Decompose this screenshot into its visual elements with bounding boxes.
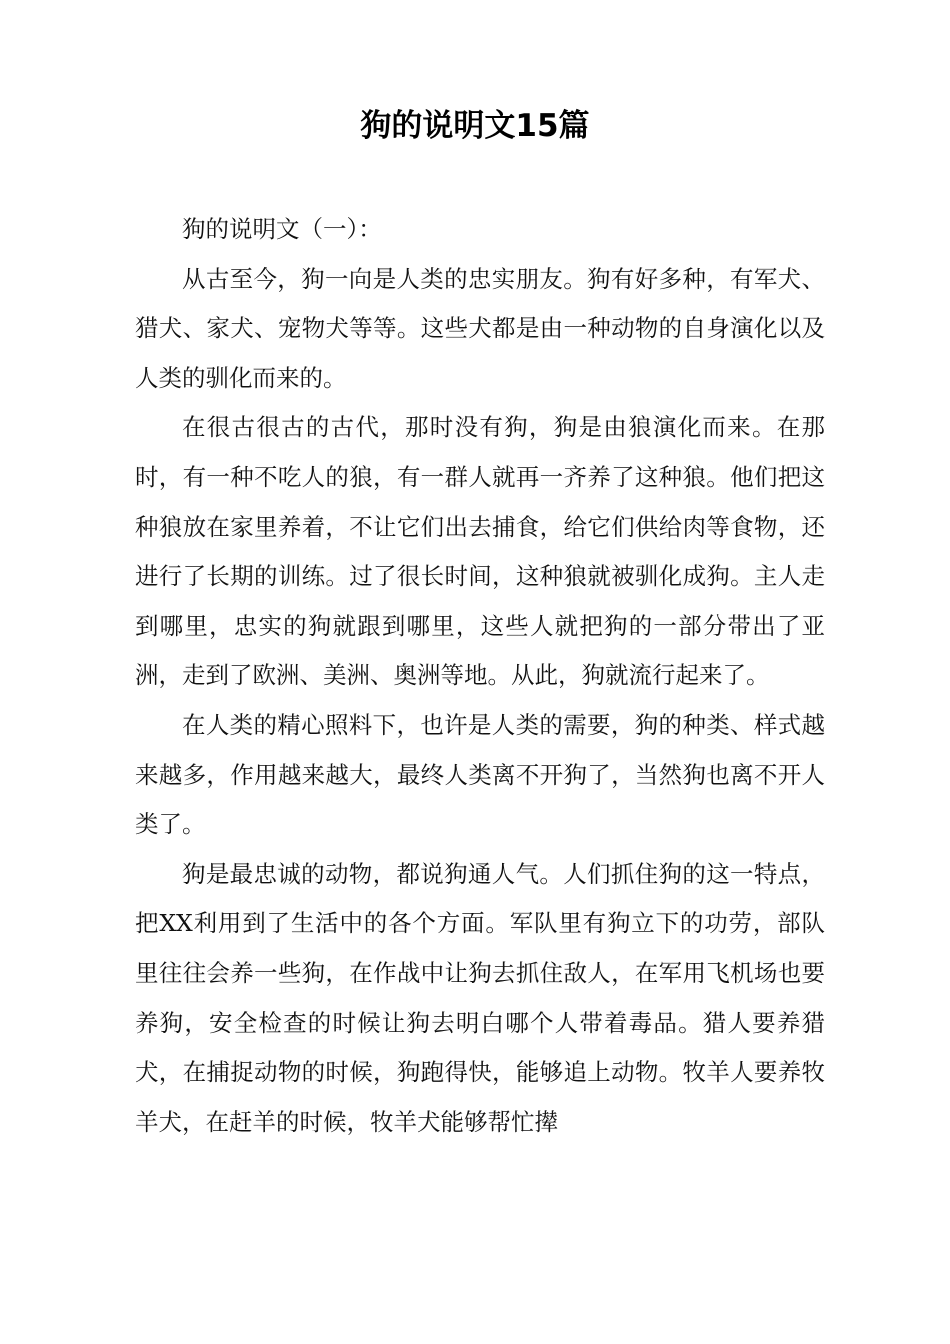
page-title: 狗的说明文15篇 bbox=[360, 108, 590, 144]
paragraph: 在人类的精心照料下，也许是人类的需要，狗的种类、样式越来越多，作用越来越大，最终人类离不开狗了，当然狗也离不开人类了。 bbox=[135, 710, 825, 839]
paragraph: 狗是最忠诚的动物，都说狗通人气。人们抓住狗的这一特点，把XX利用到了生活中的各个方面。军队里有狗立下的功劳，部队里往往会养一些狗，在作战中让狗去抓住敌人，在军用飞机场也要养狗，安全检查的时候让狗去明白哪个人带着毒品。猎人要养猎犬，在捕捉动物的时候，狗跑得快，能够追上动物。牧羊人要养牧羊犬，在赶羊的时候，牧羊犬能够帮忙撵 bbox=[135, 859, 825, 1136]
section-heading: 狗的说明文（一）： bbox=[182, 215, 382, 243]
paragraph: 在很古很古的古代，那时没有狗，狗是由狼演化而来。在那时，有一种不吃人的狼，有一群人就再一齐养了这种狼。他们把这种狼放在家里养着，不让它们出去捕食，给它们供给肉等食物，还进行了长期的训练。过了很长时间，这种狼就被驯化成狗。主人走到哪里，忠实的狗就跟到哪里，这些人就把狗的一部分带出了亚洲，走到了欧洲、美洲、奥洲等地。从此，狗就流行起来了。 bbox=[135, 413, 825, 690]
document-body bbox=[135, 205, 825, 1147]
paragraph: 从古至今，狗一向是人类的忠实朋友。狗有好多种，有军犬、猎犬、家犬、宠物犬等等。这些犬都是由一种动物的自身演化以及人类的驯化而来的。 bbox=[135, 264, 825, 392]
